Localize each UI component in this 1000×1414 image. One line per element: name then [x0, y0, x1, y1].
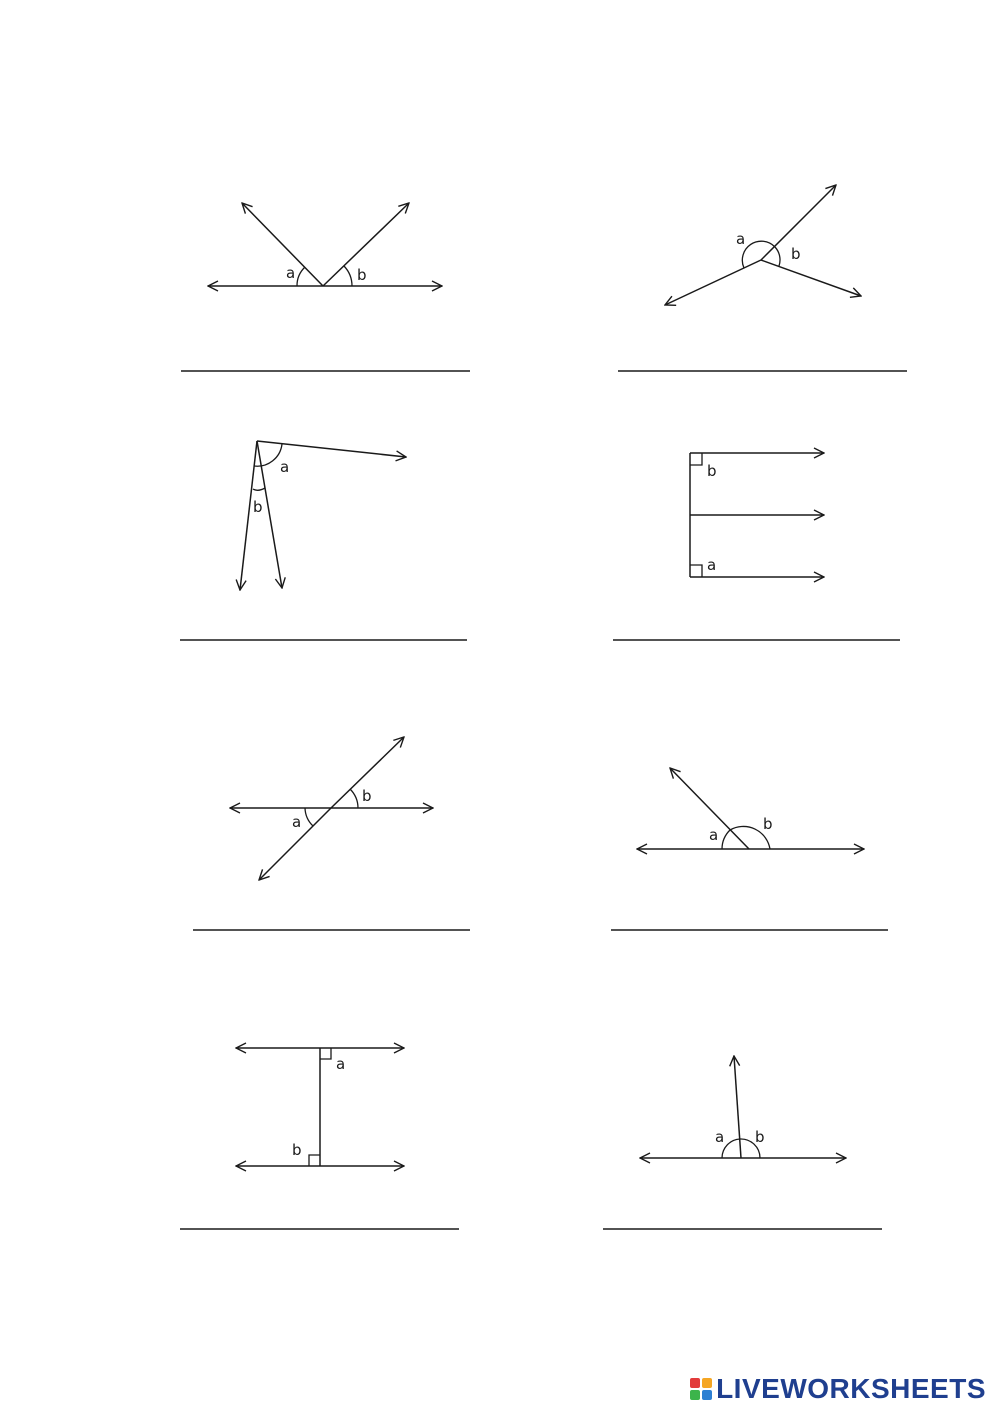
angle-a-arc	[305, 808, 313, 826]
figure-7	[236, 1048, 404, 1166]
logo-square-blue	[702, 1390, 712, 1400]
angle-b-arc	[253, 488, 265, 490]
angle-b-label: b	[357, 266, 367, 284]
answer-input-1[interactable]	[181, 343, 474, 371]
right-angle-b-mark	[690, 453, 702, 465]
angle-b-label: b	[292, 1141, 302, 1159]
answer-input-3[interactable]	[180, 612, 471, 640]
brand-logo	[690, 1374, 986, 1404]
angle-b-arc	[775, 247, 780, 266]
angle-a-label: a	[336, 1055, 346, 1073]
brand-name: LIVEWORKSHEETS	[716, 1373, 986, 1404]
angle-a-arc	[722, 1139, 740, 1158]
angle-a-label: a	[736, 230, 746, 248]
answer-input-6[interactable]	[611, 902, 892, 930]
angle-b-label: b	[362, 787, 372, 805]
right-angle-a-mark	[690, 565, 702, 577]
figure-2	[665, 185, 861, 305]
angle-a-label: a	[292, 813, 302, 831]
angle-a-arc	[297, 267, 305, 286]
answer-input-4[interactable]	[613, 612, 904, 640]
angle-a-arc	[722, 830, 730, 849]
angle-a-label: a	[280, 458, 290, 476]
logo-square-red	[690, 1378, 700, 1388]
angle-a-label: a	[286, 264, 296, 282]
answer-input-8[interactable]	[603, 1201, 886, 1229]
angle-a-label: a	[709, 826, 719, 844]
angle-a-label: a	[707, 556, 717, 574]
angle-b-label: b	[791, 245, 801, 263]
figure-3	[240, 441, 406, 590]
right-angle-a-mark	[320, 1048, 331, 1059]
angle-b-arc	[350, 789, 358, 808]
right-angle-b-mark	[309, 1155, 320, 1166]
angle-b-label: b	[707, 462, 717, 480]
answer-input-5[interactable]	[193, 902, 474, 930]
figure-6	[637, 768, 864, 849]
angle-b-label: b	[763, 815, 773, 833]
logo-square-green	[690, 1390, 700, 1400]
angle-a-label: a	[715, 1128, 725, 1146]
figure-1	[208, 203, 442, 286]
figure-5	[230, 737, 433, 880]
angle-b-label: b	[253, 498, 263, 516]
angle-b-arc	[344, 266, 352, 286]
liveworksheets-logo-icon	[690, 1378, 712, 1400]
figure-8	[640, 1056, 846, 1158]
answer-input-7[interactable]	[180, 1201, 463, 1229]
figure-4	[690, 453, 824, 577]
answer-input-2[interactable]	[618, 343, 911, 371]
angle-b-label: b	[755, 1128, 765, 1146]
logo-square-orange	[702, 1378, 712, 1388]
